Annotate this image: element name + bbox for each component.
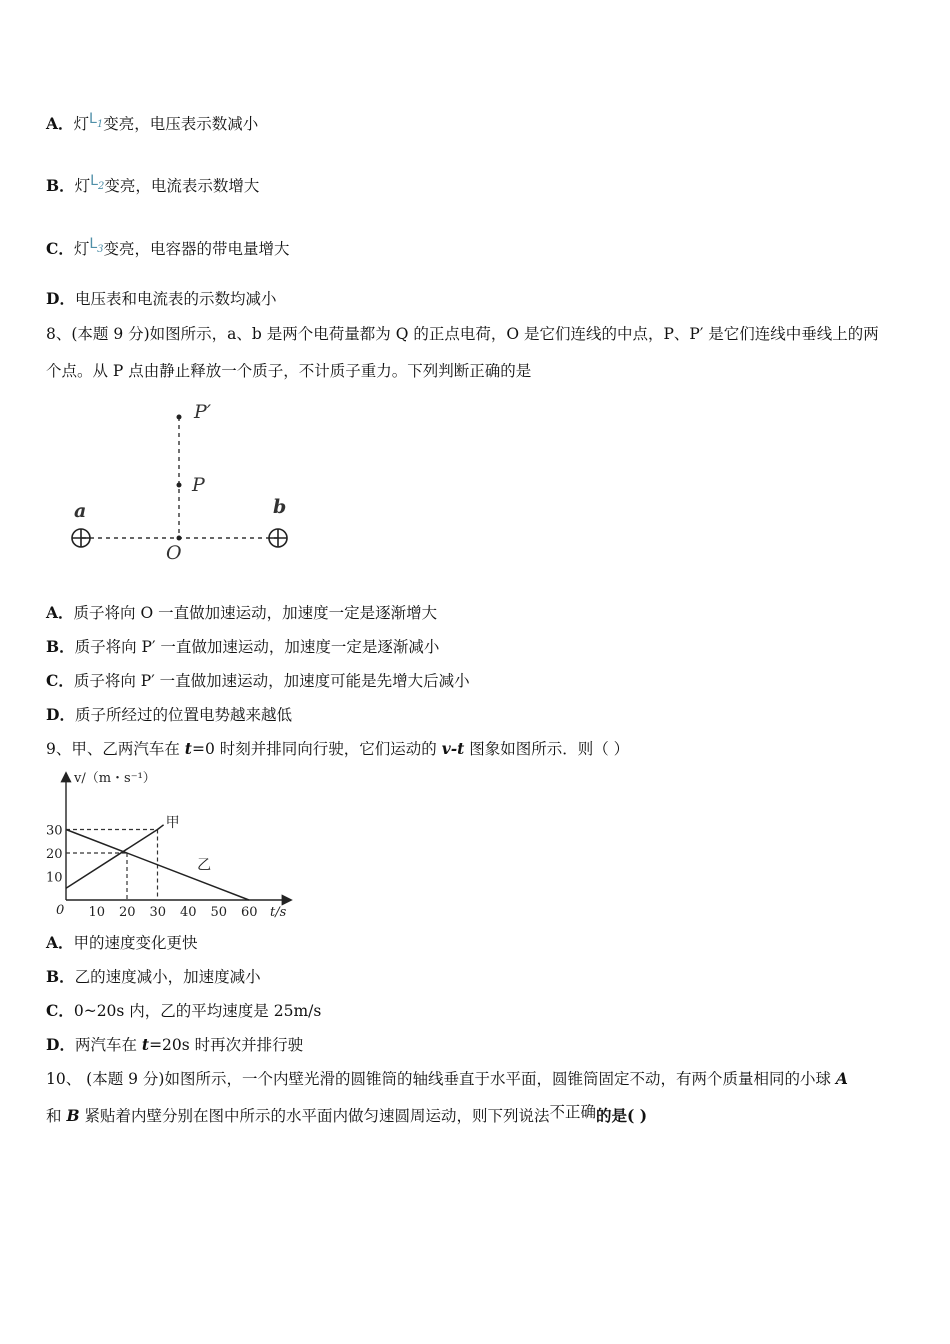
q10-stem-line2 <box>46 1105 647 1127</box>
q7-option-d <box>46 288 276 310</box>
lamp-subscript: 2 <box>97 181 105 192</box>
q9-stem-var-t: t <box>184 739 192 758</box>
q8-option-d <box>46 704 292 726</box>
q9-stem-text: 图象如图所示．则（ ） <box>464 740 630 758</box>
option-text: 质子将向 O 一直做加速运动，加速度一定是逐渐增大 <box>73 604 438 622</box>
option-text: 乙的速度减小，加速度减小 <box>74 968 261 986</box>
label-p: P <box>192 474 205 496</box>
q9-stem-var-vt: v-t <box>441 739 465 758</box>
option-letter: B． <box>46 176 75 195</box>
option-letter: D． <box>46 705 75 724</box>
option-text: 电压表和电流表的示数均减小 <box>74 290 277 308</box>
q9-vt-chart <box>42 762 302 922</box>
lamp-symbol: L <box>89 111 97 127</box>
option-letter: C． <box>46 1001 74 1020</box>
q9-stem-text: =0 时刻并排同向行驶，它们运动的 <box>191 740 442 758</box>
series-label-yi: 乙 <box>197 857 212 874</box>
option-text: 质子将向 P′ 一直做加速运动，加速度一定是逐渐减小 <box>74 638 440 656</box>
option-text: 甲的速度变化更快 <box>73 934 198 952</box>
option-letter: C． <box>46 239 74 258</box>
y-axis-label: v/（m・s⁻¹） <box>74 771 156 786</box>
q9-option-d <box>46 1034 303 1056</box>
option-letter: C． <box>46 671 74 690</box>
q8-option-c <box>46 670 470 692</box>
option-text: 变亮，电压表示数减小 <box>103 115 259 133</box>
q10-var-a: A <box>835 1069 848 1088</box>
q8-stem-line1: 8、(本题 9 分)如图所示，a、b 是两个电荷量都为 Q 的正点电荷，O 是它们连线的中点，P、P′ 是它们连线中垂线上的两 <box>46 325 879 343</box>
y-tick-label: 10 <box>46 870 63 886</box>
point-p <box>177 483 182 488</box>
option-letter: A． <box>46 933 74 952</box>
lamp-subscript: 3 <box>97 244 104 255</box>
q9-option-a <box>46 932 198 954</box>
q10-stem-text: 紧贴着内壁分别在图中所示的水平面内做匀速圆周运动，则下列说法 <box>79 1107 550 1125</box>
q10-stem-line1 <box>46 1068 848 1090</box>
q10-stem-text: 的是( ) <box>596 1106 648 1125</box>
origin-label: 0 <box>56 903 65 918</box>
option-text: 灯 <box>73 115 90 133</box>
label-b: b <box>273 496 287 518</box>
label-o: O <box>166 542 182 564</box>
x-tick-label: 50 <box>210 905 228 920</box>
lamp-subscript: 1 <box>96 119 104 130</box>
q9-stem-text: 9、甲、乙两汽车在 <box>46 740 185 758</box>
option-text: 灯 <box>73 240 90 258</box>
option-var-t: t <box>141 1035 150 1054</box>
q10-emphasis-not-correct: 不正确 <box>549 1103 596 1121</box>
option-letter: A． <box>46 603 74 622</box>
series-line-jia <box>66 825 164 888</box>
q9-option-b <box>46 966 261 988</box>
lamp-symbol: L <box>89 236 98 252</box>
option-text: 质子所经过的位置电势越来越低 <box>74 706 292 724</box>
option-text: 质子将向 P′ 一直做加速运动，加速度可能是先增大后减小 <box>73 672 470 690</box>
point-o <box>177 536 182 541</box>
option-letter: A． <box>46 114 74 133</box>
x-tick-label: 40 <box>180 905 197 920</box>
x-axis-label: t/s <box>270 905 287 920</box>
option-letter: B． <box>46 967 75 986</box>
x-tick-label: 30 <box>149 905 167 920</box>
q10-stem-text: 10、 (本题 9 分)如图所示，一个内壁光滑的圆锥筒的轴线垂直于水平面，圆锥筒固定不动，有两个质量相同的小球 <box>46 1070 836 1088</box>
option-text: 变亮，电流表示数增大 <box>104 177 260 195</box>
lamp-symbol: L <box>90 173 98 189</box>
q7-option-a <box>46 113 258 138</box>
option-text: 0~20s 内，乙的平均速度是 25m/s <box>73 1002 322 1020</box>
point-p-prime <box>177 415 182 420</box>
option-text: =20s 时再次并排行驶 <box>149 1036 304 1054</box>
option-letter: D． <box>46 289 75 308</box>
option-text: 两汽车在 <box>74 1036 142 1054</box>
charge-b-icon <box>269 529 287 547</box>
q8-option-b <box>46 636 439 658</box>
x-tick-label: 10 <box>88 905 106 920</box>
option-letter: D． <box>46 1035 75 1054</box>
q8-stem-line2: 个点。从 P 点由静止释放一个质子，不计质子重力。下列判断正确的是 <box>46 362 532 380</box>
option-text: 灯 <box>74 177 91 195</box>
q9-option-c <box>46 1000 321 1022</box>
q10-var-b: B <box>66 1106 80 1125</box>
y-tick-label: 30 <box>46 823 63 839</box>
option-text: 变亮，电容器的带电量增大 <box>103 240 290 258</box>
q7-option-c <box>46 238 290 263</box>
label-p-prime: P′ <box>194 401 212 423</box>
y-tick-label: 20 <box>46 847 63 862</box>
q8-option-a <box>46 602 437 624</box>
series-label-jia: 甲 <box>165 814 180 831</box>
q8-charge-figure <box>62 395 322 570</box>
option-letter: B． <box>46 637 75 656</box>
q9-stem <box>46 738 629 760</box>
x-tick-label: 20 <box>119 905 136 920</box>
q10-stem-text: 和 <box>46 1107 67 1125</box>
q7-option-b <box>46 175 259 200</box>
x-tick-label: 60 <box>241 905 258 920</box>
charge-a-icon <box>72 529 90 547</box>
label-a: a <box>74 500 87 522</box>
